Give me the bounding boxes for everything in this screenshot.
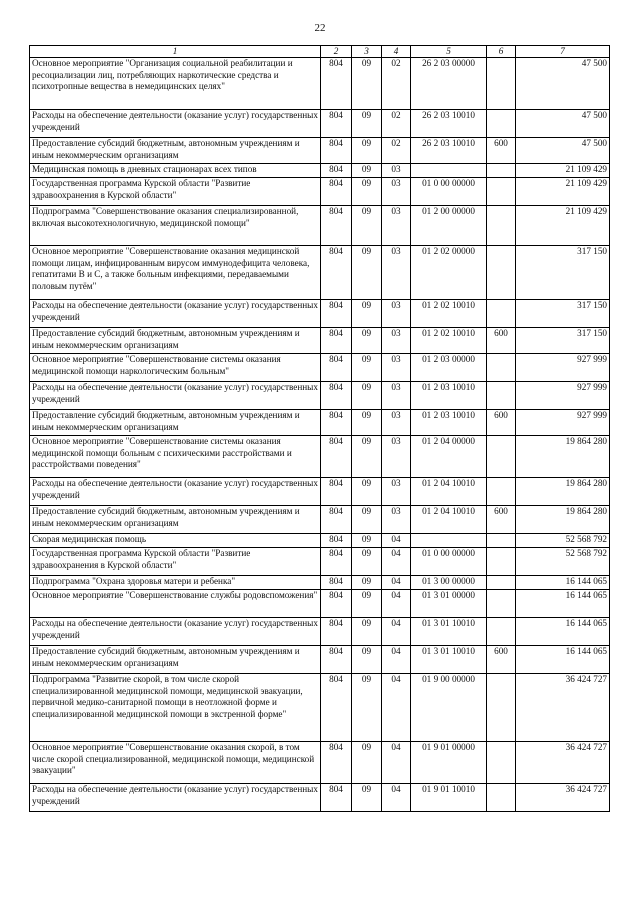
cell-sum: 21 109 429 (516, 178, 610, 206)
cell-pr: 04 (382, 548, 411, 576)
cell-vr (487, 206, 516, 246)
cell-vr: 600 (487, 138, 516, 164)
cell-ved: 804 (321, 742, 352, 784)
cell-ved: 804 (321, 58, 352, 110)
cell-rz: 09 (352, 436, 382, 478)
cell-sum: 47 500 (516, 110, 610, 138)
cell-csr: 01 9 01 10010 (411, 784, 487, 812)
cell-csr: 26 2 03 00000 (411, 58, 487, 110)
cell-name: Скорая медицинская помощь (30, 534, 321, 548)
cell-name: Основное мероприятие "Совершенствование системы оказания медицинской помощи больным с психическими расстройствами и расстройствами поведения" (30, 436, 321, 478)
cell-csr (411, 164, 487, 178)
cell-ved: 804 (321, 354, 352, 382)
table-row (30, 354, 610, 382)
cell-rz: 09 (352, 178, 382, 206)
table-row (30, 534, 610, 548)
cell-ved: 804 (321, 674, 352, 742)
cell-vr (487, 590, 516, 618)
cell-vr (487, 742, 516, 784)
cell-csr: 01 2 03 00000 (411, 354, 487, 382)
cell-ved: 804 (321, 784, 352, 812)
cell-name: Основное мероприятие "Организация социальной реабилитации и ресоциализации лиц, потребляющих наркотические средства и психотропные вещества в немедицинских целях" (30, 58, 321, 110)
cell-rz: 09 (352, 674, 382, 742)
cell-pr: 03 (382, 506, 411, 534)
cell-name: Медицинская помощь в дневных стационарах всех типов (30, 164, 321, 178)
cell-rz: 09 (352, 58, 382, 110)
cell-ved: 804 (321, 328, 352, 354)
cell-vr (487, 354, 516, 382)
cell-rz: 09 (352, 478, 382, 506)
table-row (30, 328, 610, 354)
cell-csr: 01 2 02 10010 (411, 328, 487, 354)
cell-pr: 02 (382, 58, 411, 110)
table-row (30, 410, 610, 436)
cell-name: Основное мероприятие "Совершенствование службы родовспоможения" (30, 590, 321, 618)
cell-name: Основное мероприятие "Совершенствование оказания скорой, в том числе скорой специализированной, медицинской помощи, медицинской эвакуации" (30, 742, 321, 784)
cell-name: Расходы на обеспечение деятельности (оказание услуг) государственных учреждений (30, 110, 321, 138)
cell-sum: 36 424 727 (516, 742, 610, 784)
cell-vr: 600 (487, 506, 516, 534)
cell-vr (487, 178, 516, 206)
cell-name: Расходы на обеспечение деятельности (оказание услуг) государственных учреждений (30, 618, 321, 646)
cell-csr: 01 0 00 00000 (411, 178, 487, 206)
cell-sum: 317 150 (516, 328, 610, 354)
cell-ved: 804 (321, 436, 352, 478)
cell-sum: 927 999 (516, 382, 610, 410)
cell-ved: 804 (321, 300, 352, 328)
cell-rz: 09 (352, 328, 382, 354)
cell-rz: 09 (352, 576, 382, 590)
cell-pr: 02 (382, 138, 411, 164)
cell-rz: 09 (352, 784, 382, 812)
table-row (30, 784, 610, 812)
table-row (30, 164, 610, 178)
cell-vr (487, 246, 516, 300)
cell-sum: 19 864 280 (516, 506, 610, 534)
cell-pr: 03 (382, 164, 411, 178)
page-number: 22 (314, 22, 326, 34)
cell-vr: 600 (487, 410, 516, 436)
cell-sum: 317 150 (516, 246, 610, 300)
cell-ved: 804 (321, 410, 352, 436)
cell-sum: 52 568 792 (516, 548, 610, 576)
cell-ved: 804 (321, 548, 352, 576)
cell-pr: 03 (382, 382, 411, 410)
cell-vr (487, 548, 516, 576)
cell-pr: 03 (382, 328, 411, 354)
table-row (30, 206, 610, 246)
cell-sum: 927 999 (516, 354, 610, 382)
cell-sum: 36 424 727 (516, 784, 610, 812)
table-row (30, 646, 610, 674)
cell-csr: 01 2 03 10010 (411, 410, 487, 436)
cell-pr: 03 (382, 300, 411, 328)
cell-pr: 04 (382, 590, 411, 618)
table-row (30, 436, 610, 478)
cell-vr (487, 164, 516, 178)
cell-ved: 804 (321, 590, 352, 618)
cell-sum: 52 568 792 (516, 534, 610, 548)
cell-name: Расходы на обеспечение деятельности (оказание услуг) государственных учреждений (30, 382, 321, 410)
cell-vr (487, 478, 516, 506)
table-row (30, 742, 610, 784)
cell-csr: 01 2 04 00000 (411, 436, 487, 478)
cell-rz: 09 (352, 506, 382, 534)
column-header: 2 (321, 46, 352, 58)
cell-name: Предоставление субсидий бюджетным, автономным учреждениям и иным некоммерческим организациям (30, 410, 321, 436)
table-row (30, 478, 610, 506)
cell-pr: 04 (382, 784, 411, 812)
cell-csr: 01 2 04 10010 (411, 506, 487, 534)
column-header: 5 (411, 46, 487, 58)
cell-pr: 03 (382, 206, 411, 246)
cell-pr: 04 (382, 576, 411, 590)
cell-csr: 01 9 00 00000 (411, 674, 487, 742)
cell-rz: 09 (352, 354, 382, 382)
cell-csr: 01 3 01 10010 (411, 646, 487, 674)
cell-sum: 317 150 (516, 300, 610, 328)
column-header: 6 (487, 46, 516, 58)
cell-ved: 804 (321, 382, 352, 410)
cell-sum: 21 109 429 (516, 164, 610, 178)
table-row (30, 618, 610, 646)
cell-ved: 804 (321, 618, 352, 646)
cell-rz: 09 (352, 742, 382, 784)
cell-name: Предоставление субсидий бюджетным, автономным учреждениям и иным некоммерческим организациям (30, 506, 321, 534)
cell-name: Предоставление субсидий бюджетным, автономным учреждениям и иным некоммерческим организациям (30, 646, 321, 674)
cell-pr: 04 (382, 618, 411, 646)
cell-name: Государственная программа Курской области "Развитие здравоохранения в Курской области" (30, 178, 321, 206)
cell-rz: 09 (352, 410, 382, 436)
cell-rz: 09 (352, 300, 382, 328)
cell-sum: 927 999 (516, 410, 610, 436)
cell-sum: 47 500 (516, 138, 610, 164)
cell-rz: 09 (352, 646, 382, 674)
cell-name: Предоставление субсидий бюджетным, автономным учреждениям и иным некоммерческим организациям (30, 138, 321, 164)
cell-ved: 804 (321, 138, 352, 164)
cell-ved: 804 (321, 110, 352, 138)
cell-name: Государственная программа Курской области "Развитие здравоохранения в Курской области" (30, 548, 321, 576)
table-row (30, 138, 610, 164)
cell-vr (487, 300, 516, 328)
cell-name: Предоставление субсидий бюджетным, автономным учреждениям и иным некоммерческим организациям (30, 328, 321, 354)
cell-pr: 03 (382, 478, 411, 506)
cell-pr: 04 (382, 742, 411, 784)
cell-ved: 804 (321, 646, 352, 674)
cell-sum: 47 500 (516, 58, 610, 110)
cell-csr (411, 534, 487, 548)
cell-ved: 804 (321, 206, 352, 246)
cell-pr: 02 (382, 110, 411, 138)
column-header: 7 (516, 46, 610, 58)
cell-ved: 804 (321, 534, 352, 548)
cell-sum: 16 144 065 (516, 590, 610, 618)
cell-vr (487, 436, 516, 478)
cell-sum: 21 109 429 (516, 206, 610, 246)
cell-csr: 01 2 02 00000 (411, 246, 487, 300)
cell-csr: 01 2 02 10010 (411, 300, 487, 328)
cell-csr: 26 2 03 10010 (411, 138, 487, 164)
cell-pr: 03 (382, 246, 411, 300)
cell-rz: 09 (352, 110, 382, 138)
table-row (30, 246, 610, 300)
table-row (30, 590, 610, 618)
cell-rz: 09 (352, 382, 382, 410)
table-body (30, 58, 610, 812)
cell-name: Расходы на обеспечение деятельности (оказание услуг) государственных учреждений (30, 784, 321, 812)
column-header: 3 (352, 46, 382, 58)
cell-vr (487, 58, 516, 110)
table-row (30, 178, 610, 206)
table-row (30, 506, 610, 534)
cell-rz: 09 (352, 618, 382, 646)
cell-csr: 01 2 03 10010 (411, 382, 487, 410)
cell-rz: 09 (352, 164, 382, 178)
cell-sum: 16 144 065 (516, 618, 610, 646)
cell-vr: 600 (487, 328, 516, 354)
cell-sum: 19 864 280 (516, 478, 610, 506)
cell-sum: 36 424 727 (516, 674, 610, 742)
cell-ved: 804 (321, 506, 352, 534)
cell-pr: 03 (382, 436, 411, 478)
table-row (30, 110, 610, 138)
cell-pr: 03 (382, 354, 411, 382)
cell-csr: 01 3 01 00000 (411, 590, 487, 618)
cell-csr: 26 2 03 10010 (411, 110, 487, 138)
cell-rz: 09 (352, 548, 382, 576)
table-row (30, 548, 610, 576)
cell-ved: 804 (321, 178, 352, 206)
cell-pr: 04 (382, 534, 411, 548)
cell-csr: 01 3 01 10010 (411, 618, 487, 646)
cell-name: Подпрограмма "Совершенствование оказания специализированной, включая высокотехнологичную, медицинской помощи" (30, 206, 321, 246)
budget-table (29, 45, 610, 812)
table-row (30, 674, 610, 742)
cell-name: Основное мероприятие "Совершенствование системы оказания медицинской помощи наркологическим больным" (30, 354, 321, 382)
column-header: 4 (382, 46, 411, 58)
cell-sum: 16 144 065 (516, 646, 610, 674)
cell-ved: 804 (321, 246, 352, 300)
cell-vr: 600 (487, 646, 516, 674)
table-row (30, 576, 610, 590)
cell-rz: 09 (352, 246, 382, 300)
cell-sum: 16 144 065 (516, 576, 610, 590)
cell-name: Подпрограмма "Развитие скорой, в том числе скорой специализированной медицинской помощи, медицинской эвакуации, первичной медико-санитарной помощи в неотложной форме и специализированной медицинской помощи в экстренной форме" (30, 674, 321, 742)
cell-name: Основное мероприятие "Совершенствование оказания медицинской помощи лицам, инфицированным вирусом иммунодефицита человека, гепатитами B и C, а также больным инфекциями, передаваемыми половым путём" (30, 246, 321, 300)
cell-vr (487, 110, 516, 138)
column-header: 1 (30, 46, 321, 58)
cell-ved: 804 (321, 478, 352, 506)
cell-name: Расходы на обеспечение деятельности (оказание услуг) государственных учреждений (30, 478, 321, 506)
table-row (30, 300, 610, 328)
cell-vr (487, 382, 516, 410)
cell-csr: 01 0 00 00000 (411, 548, 487, 576)
header-row (30, 46, 610, 58)
cell-pr: 03 (382, 178, 411, 206)
table-row (30, 382, 610, 410)
cell-ved: 804 (321, 576, 352, 590)
table-row (30, 58, 610, 110)
cell-rz: 09 (352, 590, 382, 618)
cell-ved: 804 (321, 164, 352, 178)
cell-pr: 04 (382, 674, 411, 742)
cell-csr: 01 2 04 10010 (411, 478, 487, 506)
cell-csr: 01 9 01 00000 (411, 742, 487, 784)
cell-sum: 19 864 280 (516, 436, 610, 478)
cell-csr: 01 3 00 00000 (411, 576, 487, 590)
cell-name: Подпрограмма "Охрана здоровья матери и ребенка" (30, 576, 321, 590)
cell-name: Расходы на обеспечение деятельности (оказание услуг) государственных учреждений (30, 300, 321, 328)
cell-vr (487, 784, 516, 812)
cell-vr (487, 576, 516, 590)
cell-vr (487, 674, 516, 742)
cell-rz: 09 (352, 138, 382, 164)
cell-rz: 09 (352, 534, 382, 548)
cell-vr (487, 618, 516, 646)
cell-pr: 04 (382, 646, 411, 674)
cell-csr: 01 2 00 00000 (411, 206, 487, 246)
cell-rz: 09 (352, 206, 382, 246)
cell-vr (487, 534, 516, 548)
cell-pr: 03 (382, 410, 411, 436)
